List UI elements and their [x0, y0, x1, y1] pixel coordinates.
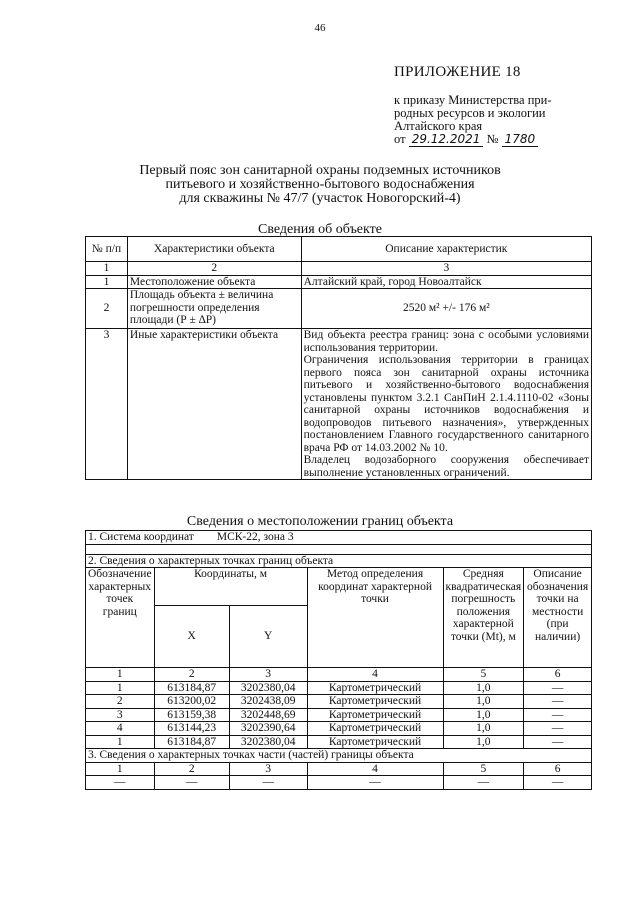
- description-paragraph: Владелец водозаборного сооружения обеспечивает выполнение установленных ограничений.: [303, 454, 589, 479]
- subsection-row: [86, 749, 592, 763]
- point-y: 3202448,69: [229, 708, 307, 722]
- table-row: [86, 708, 592, 722]
- point-mt: 1,0: [443, 735, 524, 749]
- point-method: Картометрический: [307, 735, 443, 749]
- document-title: [100, 164, 540, 206]
- title-line-2: питьевого и хозяйственно-бытового водоснабжения: [165, 177, 475, 192]
- section-object-info-title: Сведения об объекте: [258, 222, 382, 237]
- spacer-row: [86, 544, 592, 554]
- point-method: Картометрический: [307, 695, 443, 709]
- index-cell: 2: [154, 668, 229, 682]
- table-row: [86, 722, 592, 736]
- index-cell: 4: [307, 762, 443, 776]
- point-x: 613184,87: [154, 735, 229, 749]
- point-mt: 1,0: [443, 695, 524, 709]
- header-x: X: [154, 606, 229, 668]
- index-cell: 2: [127, 262, 301, 276]
- row-num: 1: [86, 275, 128, 289]
- table-index-row: [86, 668, 592, 682]
- index-cell: 6: [524, 668, 592, 682]
- point-method: Картометрический: [307, 722, 443, 736]
- index-cell: 1: [86, 762, 155, 776]
- description-paragraph: Ограничения использования территории в границах первого пояса зон санитарной охраны источника питьевого и хозяйственно-бытового водоснабжения установлены пунктом 3.2.1 СанПиН 2.1.4.1110-02 «Зоны санитарной охраны источников водоснабжения и водопроводов питьевого назначения», утвержденных постановлением Главного государственного санитарного врача РФ от 14.03.2002 № 10.: [303, 354, 589, 454]
- index-cell: 3: [229, 668, 307, 682]
- point-y: 3202438,09: [229, 695, 307, 709]
- header-num: № п/п: [86, 237, 128, 262]
- table-row: [86, 735, 592, 749]
- point-description: —: [524, 722, 592, 736]
- point-y: 3202380,04: [229, 681, 307, 695]
- header-coordinates: Координаты, м: [154, 568, 307, 606]
- row-description: [301, 329, 591, 480]
- coord-system-row: [86, 531, 592, 545]
- point-id: 3: [86, 708, 155, 722]
- index-cell: 6: [524, 762, 592, 776]
- point-mt: 1,0: [443, 681, 524, 695]
- order-line-2: родных ресурсов и экологии: [394, 106, 546, 120]
- index-cell: 4: [307, 668, 443, 682]
- point-description: —: [524, 695, 592, 709]
- order-number-sign: №: [486, 132, 499, 146]
- point-method: Картометрический: [307, 681, 443, 695]
- table-header-row: [86, 568, 592, 606]
- point-description: —: [524, 735, 592, 749]
- subsection-2-label: 2. Сведения о характерных точках границ объекта: [86, 554, 592, 568]
- header-characteristic: Характеристики объекта: [127, 237, 301, 262]
- order-date: 29.12.2021: [409, 132, 484, 147]
- header-method: Метод определения координат характерной точки: [307, 568, 443, 668]
- order-line-1: к приказу Министерства при-: [394, 93, 552, 107]
- point-y: 3202390,64: [229, 722, 307, 736]
- table-index-row: [86, 762, 592, 776]
- point-x: 613200,02: [154, 695, 229, 709]
- point-id: 2: [86, 695, 155, 709]
- order-reference: [394, 94, 594, 146]
- header-error: Средняя квадратическая погрешность положения характерной точки (Mt), м: [443, 568, 524, 668]
- index-cell: 5: [443, 762, 524, 776]
- point-x: 613184,87: [154, 681, 229, 695]
- appendix-heading: ПРИЛОЖЕНИЕ 18: [394, 64, 521, 80]
- point-id: 1: [86, 681, 155, 695]
- spacer-cell: [86, 544, 592, 554]
- table-row: [86, 275, 592, 289]
- subsection-row: [86, 554, 592, 568]
- object-info-table: [85, 236, 592, 480]
- table-row: [86, 776, 592, 790]
- empty-cell: —: [154, 776, 229, 790]
- description-paragraph: Вид объекта реестра границ: зона с особыми условиями использования территории.: [303, 329, 589, 354]
- point-id: 4: [86, 722, 155, 736]
- page-number: 46: [314, 22, 326, 34]
- empty-cell: —: [86, 776, 155, 790]
- header-y: Y: [229, 606, 307, 668]
- coord-system-cell: [86, 531, 592, 545]
- point-method: Картометрический: [307, 708, 443, 722]
- index-cell: 1: [86, 262, 128, 276]
- point-mt: 1,0: [443, 722, 524, 736]
- table-row: [86, 695, 592, 709]
- boundary-points-table: [85, 530, 592, 790]
- point-description: —: [524, 708, 592, 722]
- header-point-description: Описание обозначения точки на местности (при наличии): [524, 568, 592, 668]
- row-description: 2520 м² +/- 176 м²: [301, 289, 591, 329]
- point-description: —: [524, 681, 592, 695]
- index-cell: 3: [229, 762, 307, 776]
- table-row: [86, 681, 592, 695]
- table-header-row: [86, 237, 592, 262]
- row-characteristic: Площадь объекта ± величина погрешности определения площади (Р ± ∆Р): [127, 289, 301, 329]
- point-id: 1: [86, 735, 155, 749]
- row-num: 2: [86, 289, 128, 329]
- row-characteristic: Иные характеристики объекта: [127, 329, 301, 480]
- empty-cell: —: [307, 776, 443, 790]
- empty-cell: —: [229, 776, 307, 790]
- section-boundaries-title: Сведения о местоположении границ объекта: [186, 514, 454, 529]
- table-row: [86, 289, 592, 329]
- coord-system-value: МСК-22, зона 3: [216, 531, 294, 543]
- point-x: 613159,38: [154, 708, 229, 722]
- point-x: 613144,23: [154, 722, 229, 736]
- order-date-line: [394, 133, 594, 146]
- table-row: [86, 329, 592, 480]
- table-index-row: [86, 262, 592, 276]
- index-cell: 5: [443, 668, 524, 682]
- point-y: 3202380,04: [229, 735, 307, 749]
- index-cell: 1: [86, 668, 155, 682]
- row-num: 3: [86, 329, 128, 480]
- empty-cell: —: [524, 776, 592, 790]
- subsection-3-label: 3. Сведения о характерных точках части (частей) границы объекта: [86, 749, 592, 763]
- header-designation: Обозначение характерных точек границ: [86, 568, 155, 668]
- title-line-1: Первый пояс зон санитарной охраны подземных источников: [139, 163, 501, 178]
- row-description: Алтайский край, город Новоалтайск: [301, 275, 591, 289]
- order-from-label: от: [394, 132, 406, 146]
- index-cell: 3: [301, 262, 591, 276]
- point-mt: 1,0: [443, 708, 524, 722]
- coord-system-label: 1. Система координат: [88, 531, 194, 543]
- order-number: 1780: [502, 132, 539, 147]
- header-description: Описание характеристик: [301, 237, 591, 262]
- order-line-3: Алтайского края: [394, 119, 483, 133]
- row-characteristic: Местоположение объекта: [127, 275, 301, 289]
- title-line-3: для скважины № 47/7 (участок Новогорский-4): [179, 191, 461, 206]
- empty-cell: —: [443, 776, 524, 790]
- index-cell: 2: [154, 762, 229, 776]
